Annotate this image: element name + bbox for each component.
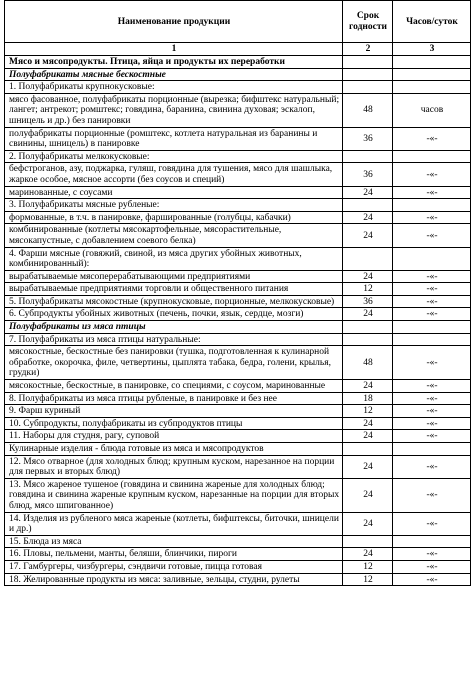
subsection-row xyxy=(5,68,471,81)
unit-cell: -«- xyxy=(393,163,471,186)
shelf-life-cell: 24 xyxy=(343,478,393,512)
table-row xyxy=(5,127,471,150)
unit-cell: -«- xyxy=(393,127,471,150)
product-name-cell: 13. Мясо жареное тушеное (говядина и свинина жареные для холодных блюд; говядина и свинина жареные крупным куском, нарезанные на порции для вторых блюд, мясо шпигованное) xyxy=(5,478,343,512)
shelf-life-cell: 24 xyxy=(343,211,393,224)
shelf-life-cell xyxy=(343,247,393,270)
table-row xyxy=(5,186,471,199)
unit-cell xyxy=(393,321,471,334)
table-row xyxy=(5,199,471,212)
unit-cell: -«- xyxy=(393,478,471,512)
product-name-cell: Полуфабрикаты из мяса птицы xyxy=(5,321,343,334)
shelf-life-cell: 36 xyxy=(343,163,393,186)
table-row xyxy=(5,573,471,586)
unit-cell: -«- xyxy=(393,560,471,573)
shelf-life-cell: 24 xyxy=(343,380,393,393)
unit-cell: -«- xyxy=(393,455,471,478)
header-product-name: Наименование продукции xyxy=(5,1,343,43)
unit-cell: -«- xyxy=(393,283,471,296)
table-row xyxy=(5,224,471,247)
product-name-cell: 7. Полуфабрикаты из мяса птицы натуральные: xyxy=(5,333,343,346)
product-name-cell: 11. Наборы для студня, рагу, суповой xyxy=(5,430,343,443)
table-row xyxy=(5,81,471,94)
unit-cell: -«- xyxy=(393,380,471,393)
header-index-1: 1 xyxy=(5,43,343,56)
shelf-life-cell: 48 xyxy=(343,346,393,380)
shelf-life-cell xyxy=(343,56,393,69)
shelf-life-cell xyxy=(343,81,393,94)
product-name-cell: Полуфабрикаты мясные бескостные xyxy=(5,68,343,81)
table-row xyxy=(5,430,471,443)
product-name-cell: 5. Полуфабрикаты мясокостные (крупнокусковые, порционные, мелкокусковые) xyxy=(5,295,343,308)
product-name-cell: 2. Полуфабрикаты мелкокусковые: xyxy=(5,150,343,163)
table-row xyxy=(5,333,471,346)
header-index-2: 2 xyxy=(343,43,393,56)
unit-cell: -«- xyxy=(393,573,471,586)
table-row xyxy=(5,308,471,321)
unit-cell: -«- xyxy=(393,512,471,535)
section-row xyxy=(5,56,471,69)
table-index-row xyxy=(5,43,471,56)
unit-cell xyxy=(393,535,471,548)
shelf-life-cell: 12 xyxy=(343,560,393,573)
shelf-life-cell: 24 xyxy=(343,455,393,478)
shelf-life-cell: 24 xyxy=(343,270,393,283)
shelf-life-table xyxy=(4,0,471,586)
shelf-life-cell xyxy=(343,68,393,81)
shelf-life-cell: 24 xyxy=(343,417,393,430)
product-name-cell: 1. Полуфабрикаты крупнокусковые: xyxy=(5,81,343,94)
shelf-life-cell xyxy=(343,150,393,163)
shelf-life-cell: 12 xyxy=(343,405,393,418)
table-row xyxy=(5,93,471,127)
shelf-life-cell: 24 xyxy=(343,224,393,247)
subsection-row xyxy=(5,321,471,334)
product-name-cell: вырабатываемые мясоперерабатывающими предприятиями xyxy=(5,270,343,283)
shelf-life-cell: 18 xyxy=(343,392,393,405)
unit-cell: -«- xyxy=(393,308,471,321)
table-row xyxy=(5,560,471,573)
unit-cell xyxy=(393,199,471,212)
shelf-life-cell xyxy=(343,535,393,548)
product-name-cell: 9. Фарш куриный xyxy=(5,405,343,418)
product-name-cell: 12. Мясо отварное (для холодных блюд; крупным куском, нарезанное на порции для первых и вторых блюд) xyxy=(5,455,343,478)
unit-cell: -«- xyxy=(393,186,471,199)
table-row xyxy=(5,455,471,478)
shelf-life-cell: 12 xyxy=(343,283,393,296)
product-name-cell: мясо фасованное, полуфабрикаты порционные (вырезка; бифштекс натуральный; лангет; антрекот; ромштекс; говядина, баранина, свинина духовая; эскалоп, шницель и др.) без панировки xyxy=(5,93,343,127)
product-name-cell: 8. Полуфабрикаты из мяса птицы рубленые, в панировке и без нее xyxy=(5,392,343,405)
product-name-cell: полуфабрикаты порционные (ромштекс, котлета натуральная из баранины и свинины, шницель) в панировке xyxy=(5,127,343,150)
product-name-cell: 3. Полуфабрикаты мясные рубленые: xyxy=(5,199,343,212)
unit-cell xyxy=(393,81,471,94)
table-row xyxy=(5,150,471,163)
unit-cell: часов xyxy=(393,93,471,127)
table-row xyxy=(5,211,471,224)
table-header-row xyxy=(5,1,471,43)
product-name-cell: маринованные, с соусами xyxy=(5,186,343,199)
table-row xyxy=(5,535,471,548)
table-row xyxy=(5,270,471,283)
shelf-life-document xyxy=(4,0,470,586)
header-hours-days: Часов/суток xyxy=(393,1,471,43)
unit-cell: -«- xyxy=(393,548,471,561)
table-row xyxy=(5,346,471,380)
product-name-cell: Мясо и мясопродукты. Птица, яйца и продукты их переработки xyxy=(5,56,343,69)
product-name-cell: 4. Фарши мясные (говяжий, свиной, из мяса других убойных животных, комбинированный): xyxy=(5,247,343,270)
unit-cell: -«- xyxy=(393,430,471,443)
unit-cell xyxy=(393,68,471,81)
product-name-cell: 17. Гамбургеры, чизбургеры, сэндвичи готовые, пицца готовая xyxy=(5,560,343,573)
shelf-life-cell: 24 xyxy=(343,430,393,443)
product-name-cell: вырабатываемые предприятиями торговли и общественного питания xyxy=(5,283,343,296)
table-row xyxy=(5,247,471,270)
header-index-3: 3 xyxy=(393,43,471,56)
header-shelf-life: Срок годности xyxy=(343,1,393,43)
product-name-cell: 14. Изделия из рубленого мяса жареные (котлеты, бифштексы, биточки, шницели и др.) xyxy=(5,512,343,535)
shelf-life-cell xyxy=(343,443,393,456)
table-row xyxy=(5,548,471,561)
unit-cell: -«- xyxy=(393,211,471,224)
shelf-life-cell: 48 xyxy=(343,93,393,127)
unit-cell: -«- xyxy=(393,346,471,380)
table-row xyxy=(5,443,471,456)
shelf-life-cell: 24 xyxy=(343,512,393,535)
shelf-life-cell xyxy=(343,321,393,334)
unit-cell xyxy=(393,56,471,69)
unit-cell: -«- xyxy=(393,392,471,405)
unit-cell: -«- xyxy=(393,417,471,430)
product-name-cell: 16. Пловы, пельмени, манты, беляши, блинчики, пироги xyxy=(5,548,343,561)
shelf-life-cell: 24 xyxy=(343,308,393,321)
table-row xyxy=(5,380,471,393)
product-name-cell: Кулинарные изделия - блюда готовые из мяса и мясопродуктов xyxy=(5,443,343,456)
product-name-cell: бефстроганов, азу, поджарка, гуляш, говядина для тушения, мясо для шашлыка, жаркое особое, мясное ассорти (без соусов и специй) xyxy=(5,163,343,186)
shelf-life-cell: 24 xyxy=(343,548,393,561)
unit-cell xyxy=(393,150,471,163)
shelf-life-cell xyxy=(343,333,393,346)
unit-cell xyxy=(393,333,471,346)
product-name-cell: формованные, в т.ч. в панировке, фаршированные (голубцы, кабачки) xyxy=(5,211,343,224)
shelf-life-cell: 24 xyxy=(343,186,393,199)
table-row xyxy=(5,405,471,418)
product-name-cell: комбинированные (котлеты мясокартофельные, мясорастительные, мясокапустные, с добавлением соевого белка) xyxy=(5,224,343,247)
table-row xyxy=(5,392,471,405)
shelf-life-cell: 12 xyxy=(343,573,393,586)
product-name-cell: 10. Субпродукты, полуфабрикаты из субпродуктов птицы xyxy=(5,417,343,430)
product-name-cell: мясокостные, бескостные, в панировке, со специями, с соусом, маринованные xyxy=(5,380,343,393)
shelf-life-cell: 36 xyxy=(343,127,393,150)
table-row xyxy=(5,478,471,512)
table-row xyxy=(5,295,471,308)
product-name-cell: 18. Желированные продукты из мяса: заливные, зельцы, студни, рулеты xyxy=(5,573,343,586)
unit-cell: -«- xyxy=(393,405,471,418)
unit-cell: -«- xyxy=(393,224,471,247)
table-body xyxy=(5,56,471,586)
table-row xyxy=(5,283,471,296)
product-name-cell: 15. Блюда из мяса xyxy=(5,535,343,548)
shelf-life-cell xyxy=(343,199,393,212)
unit-cell: -«- xyxy=(393,295,471,308)
table-row xyxy=(5,163,471,186)
unit-cell xyxy=(393,247,471,270)
table-row xyxy=(5,417,471,430)
table-row xyxy=(5,512,471,535)
product-name-cell: мясокостные, бескостные без панировки (тушка, подготовленная к кулинарной обработке, окорочка, филе, четвертины, цыплята табака, бедра, голени, крылья, грудки) xyxy=(5,346,343,380)
unit-cell xyxy=(393,443,471,456)
shelf-life-cell: 36 xyxy=(343,295,393,308)
unit-cell: -«- xyxy=(393,270,471,283)
product-name-cell: 6. Субпродукты убойных животных (печень, почки, язык, сердце, мозги) xyxy=(5,308,343,321)
